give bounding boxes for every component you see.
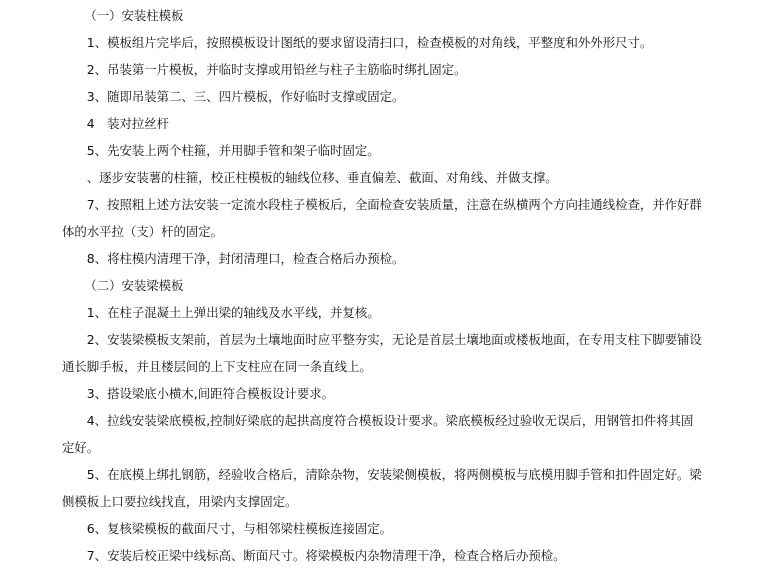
paragraph: 8、将柱模内清理干净，封闭清理口，检查合格后办预检。 bbox=[86, 251, 405, 266]
paragraph: 4、拉线安装梁底模板,控制好梁底的起拱高度符合模板设计要求。梁底模板经过验收无误后，用钢管扣件将其固定好。 bbox=[62, 413, 694, 455]
paragraph: 2、安装梁模板支架前，首层为土壤地面时应平整夯实，无论是首层土壤地面或楼板地面，在专用支柱下脚要铺设通长脚手板，并且楼层间的上下支柱应在同一条直线上。 bbox=[62, 332, 702, 374]
section-heading-column-formwork: （一）安装柱模板 bbox=[84, 8, 184, 23]
paragraph: 6、复核梁模板的截面尺寸，与相邻梁柱模板连接固定。 bbox=[86, 521, 393, 536]
paragraph: 7、按照粗上述方法安装一定流水段柱子模板后，全面检查安装质量，注意在纵横两个方向挂通线检查，并作好群体的水平拉（支）杆的固定。 bbox=[62, 197, 702, 239]
section-heading-beam-formwork: （二）安装梁模板 bbox=[84, 278, 184, 293]
document-body bbox=[62, 2, 702, 569]
paragraph: 、逐步安装薯的柱箍，校正柱模板的轴线位移、垂直偏差、截面、对角线、并做支撑。 bbox=[86, 170, 558, 185]
paragraph: 3、随即吊装第二、三、四片模板，作好临时支撑或固定。 bbox=[86, 89, 405, 104]
paragraph: 2、吊装第一片模板，并临时支撑或用铅丝与柱子主筋临时绑扎固定。 bbox=[86, 62, 467, 77]
paragraph: 3、搭设梁底小横木,间距符合模板设计要求。 bbox=[86, 386, 335, 401]
paragraph: 5、先安装上两个柱箍，并用脚手管和架子临时固定。 bbox=[86, 143, 380, 158]
paragraph: 1、在柱子混凝土上弹出梁的轴线及水平线，并复核。 bbox=[86, 305, 380, 320]
paragraph: 1、模板组片完毕后，按照模板设计图纸的要求留设清扫口，检查模板的对角线，平整度和外外形尺寸。 bbox=[86, 35, 653, 50]
paragraph: 7、安装后校正梁中线标高、断面尺寸。将梁模板内杂物清理干净，检查合格后办预检。 bbox=[86, 548, 566, 563]
paragraph: 5、在底模上绑扎钢筋，经验收合格后，清除杂物，安装梁侧模板，将两侧模板与底模用脚手管和扣件固定好。梁侧模板上口要拉线找直，用梁内支撑固定。 bbox=[62, 467, 702, 509]
paragraph: 4 装对拉丝杆 bbox=[86, 116, 170, 131]
